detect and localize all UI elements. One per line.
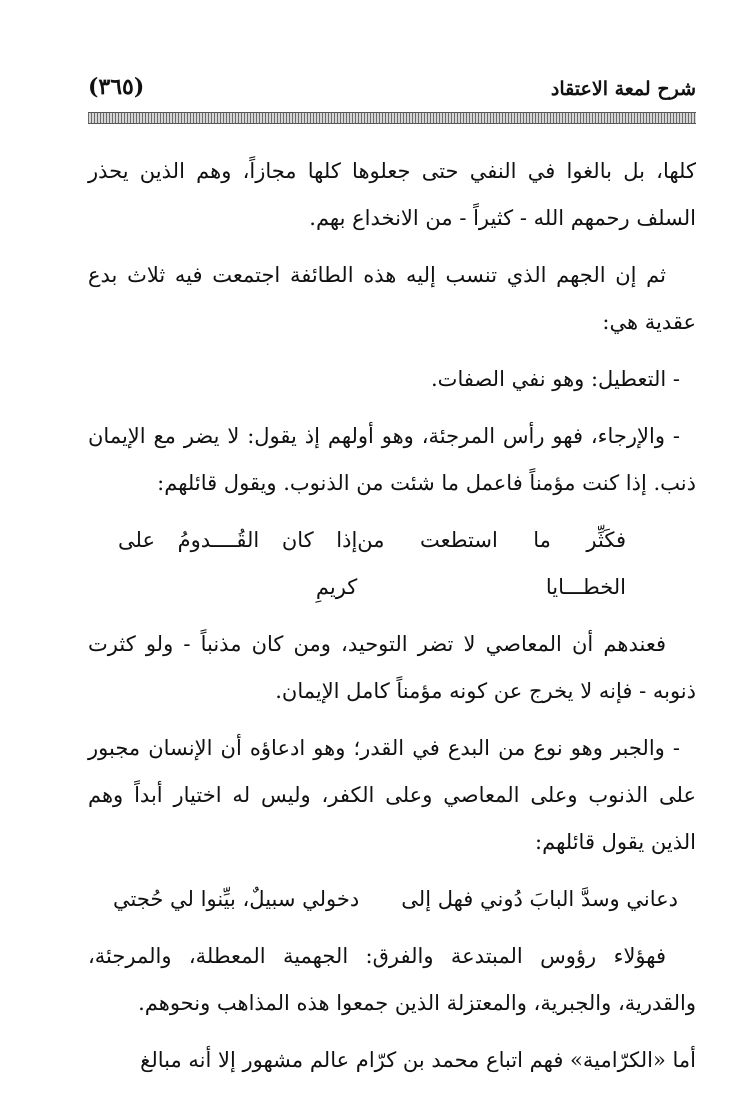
paragraph-2: ثم إن الجهم الذي تنسب إليه هذه الطائفة اجتمعت فيه ثلاث بدع عقدية هي: xyxy=(88,263,696,334)
bullet-taatil: - التعطيل: وهو نفي الصفات. xyxy=(431,367,680,391)
verse-2-first-hemistich: دعاني وسدَّ البابَ دُوني فهل إلى xyxy=(401,887,678,911)
running-title: شرح لمعة الاعتقاد xyxy=(550,78,696,100)
poetry-verse-2 xyxy=(88,876,696,923)
header-rule xyxy=(88,112,696,124)
paragraph-karramiyya: أما «الكرّامية» فهم اتباع محمد بن كرّام عالم مشهور إلا أنه مبالغ xyxy=(140,1048,696,1072)
verse-2-second-hemistich: دخولي سبيلٌ، بيِّنوا لي حُجتي xyxy=(113,887,360,911)
verse-1-second-hemistich: إذا كان القُــــدومُ على كريمِ xyxy=(118,528,358,599)
page-number: (٣٦٥) xyxy=(88,74,145,100)
page-body xyxy=(88,148,696,1094)
bullet-jabr: - والجبر وهو نوع من البدع في القدر؛ وهو ادعاؤه أن الإنسان مجبور على الذنوب وعلى المعاصي وعلى الكفر، وليس له اختيار أبداً وهم الذين يقول قائلهم: xyxy=(88,736,696,854)
poetry-verse-1 xyxy=(88,517,696,611)
paragraph-1: كلها، بل بالغوا في النفي حتى جعلوها كلها مجازاً، وهم الذين يحذر السلف رحمهم الله - كثيراً - من الانخداع بهم. xyxy=(88,159,696,230)
bullet-irja: - والإرجاء، فهو رأس المرجئة، وهو أولهم إذ يقول: لا يضر مع الإيمان ذنب. إذا كنت مؤمناً فاعمل ما شئت من الذنوب. ويقول قائلهم: xyxy=(88,424,696,495)
paragraph-sects: فهؤلاء رؤوس المبتدعة والفرق: الجهمية المعطلة، والمرجئة، والقدرية، والجبرية، والمعتزلة الذين جمعوا هذه المذاهب ونحوهم. xyxy=(88,944,696,1015)
paragraph-murjia-view: فعندهم أن المعاصي لا تضر التوحيد، ومن كان مذنباً - ولو كثرت ذنوبه - فإنه لا يخرج عن كونه مؤمناً كامل الإيمان. xyxy=(88,632,696,703)
page-header xyxy=(88,70,696,110)
verse-1-first-hemistich: فكَثِّر ما استطعت من الخطـــايا xyxy=(357,528,626,599)
